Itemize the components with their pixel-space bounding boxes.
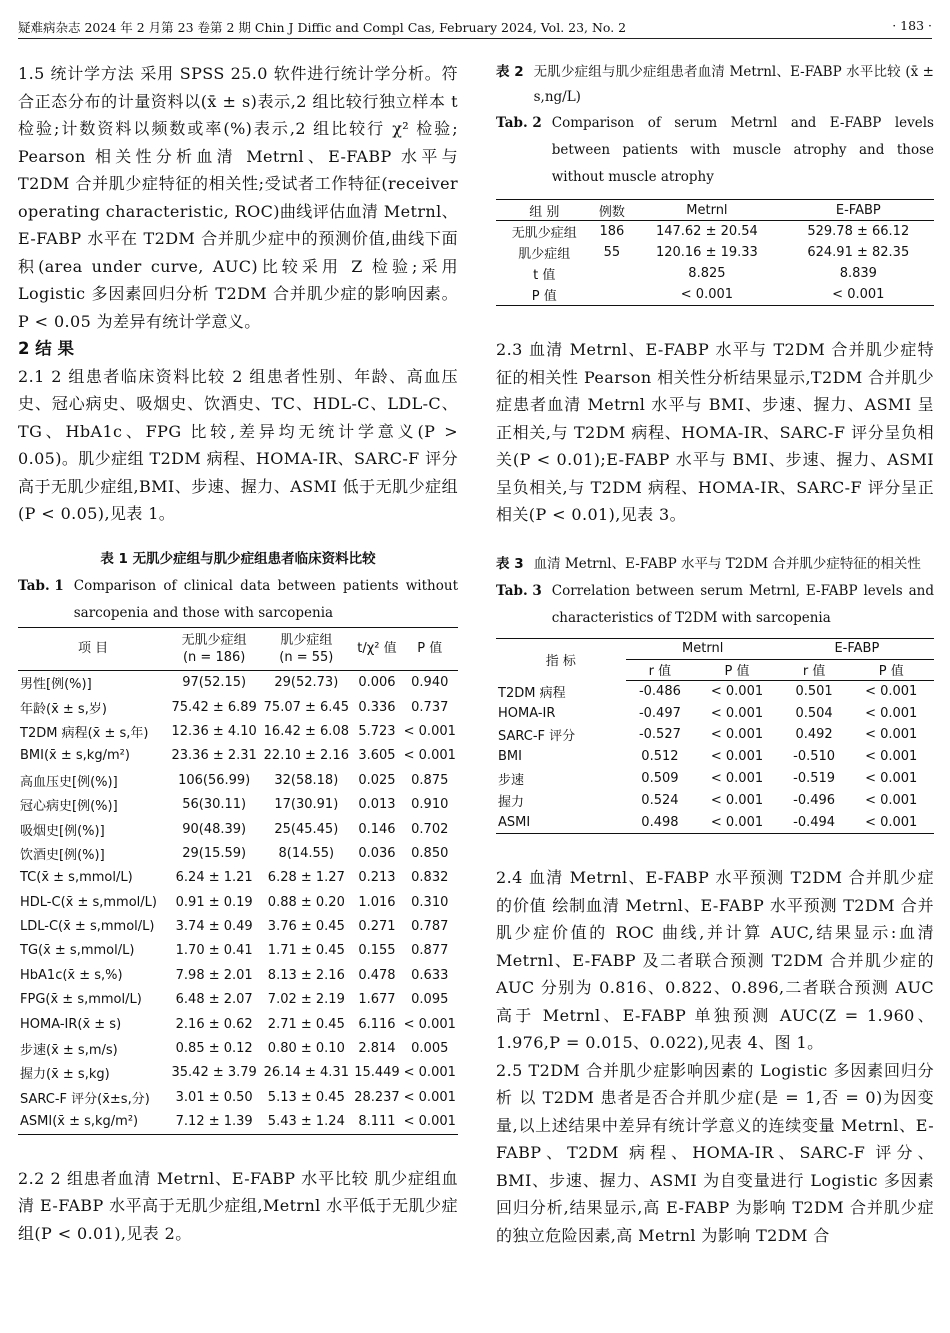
table-cell: 0.512 <box>641 749 679 765</box>
table-cell: 7.98 ± 2.01 <box>175 967 253 983</box>
running-header <box>18 12 932 39</box>
table-cell: 5.13 ± 0.45 <box>267 1089 345 1105</box>
table-cell: t 值 <box>533 268 556 283</box>
table-row <box>18 866 458 890</box>
table-cell: HbA1c(x̄ ± s,%) <box>20 967 123 983</box>
table-cell: -0.496 <box>793 792 836 808</box>
table-cell: SARC-F 评分 <box>498 729 576 745</box>
table1-caption-en: Tab. 1 Comparison of clinical data between patients without sarcopenia and those with sarcopenia <box>18 577 458 621</box>
table-cell: < 0.001 <box>865 683 918 699</box>
table-cell: < 0.001 <box>710 683 764 699</box>
table-cell: TG(x̄ ± s,mmol/L) <box>20 943 135 959</box>
table-cell: 8.825 <box>688 266 726 281</box>
table-cell: 90(48.39) <box>182 821 247 837</box>
table-cell: < 0.001 <box>710 792 764 808</box>
table-cell: 5.723 <box>358 723 396 739</box>
table-cell: 0.036 <box>358 845 396 861</box>
table-cell: 35.42 ± 3.79 <box>171 1065 257 1081</box>
table-cell: -0.494 <box>780 811 849 833</box>
table-cell: 0.633 <box>411 967 449 983</box>
table-cell: 2.814 <box>358 1041 396 1057</box>
table-cell: 12.36 ± 4.10 <box>171 723 257 739</box>
table-cell: 0.524 <box>641 792 679 808</box>
table-row <box>496 680 934 702</box>
table-cell: < 0.001 <box>631 284 782 306</box>
section-2-heading: 2 结 果 <box>18 339 74 358</box>
table-cell: 握力(x̄ ± s,kg) <box>20 1067 110 1083</box>
table-row <box>18 768 458 792</box>
table-cell: 高血压史[例(%)] <box>20 774 118 790</box>
table-cell: 0.336 <box>358 699 396 715</box>
table-cell: P 值 <box>496 284 593 306</box>
table-cell: 23.36 ± 2.31 <box>171 748 257 764</box>
table-cell: 0.910 <box>411 797 449 813</box>
table-cell: 0.832 <box>411 870 449 886</box>
table-row <box>496 746 934 768</box>
left-column <box>18 60 458 1247</box>
table-cell: < 0.001 <box>865 727 918 743</box>
table-row <box>18 719 458 743</box>
table-cell: 0.737 <box>411 699 449 715</box>
table-cell: 0.025 <box>358 772 396 788</box>
table-cell: 0.005 <box>411 1041 449 1057</box>
table-cell: 男性[例(%)] <box>20 677 92 693</box>
table-row <box>18 939 458 963</box>
table-cell: < 0.001 <box>694 811 780 833</box>
section-2-1-text: 2.1 2 组患者临床资料比较 2 组患者性别、年龄、高血压史、冠心病史、吸烟史、饮酒史、TC、HDL-C、LDL-C、TG、HbA1c、FPG 比较,差异均无统计学意义(P > 0.05)。肌少症组 T2DM 病程、HOMA-IR、SARC-F 评分高于无肌少症组,BMI、步速、握力、ASMI 低于无肌少症组(P < 0.05),见表 1。 <box>18 366 458 523</box>
table-row <box>18 1012 458 1036</box>
right-column <box>496 60 934 1249</box>
table-cell: ASMI(x̄ ± s,kg/m²) <box>18 1110 168 1135</box>
table-cell: 3.605 <box>358 748 396 764</box>
table-cell: 97(52.15) <box>182 675 247 691</box>
table-cell <box>593 263 632 284</box>
table-row <box>18 963 458 987</box>
table-cell: -0.486 <box>638 683 681 699</box>
table-cell: -0.497 <box>638 705 681 721</box>
table-cell: 28.237 <box>354 1089 400 1105</box>
table-row <box>496 811 934 833</box>
table-cell: 6.28 ± 1.27 <box>267 870 345 886</box>
table-cell: 0.509 <box>641 771 679 787</box>
table-cell: -0.527 <box>638 727 681 743</box>
table3-caption-zh: 表 3 血清 Metrnl、E-FABP 水平与 T2DM 合并肌少症特征的相关性 <box>496 555 921 572</box>
table-cell: 肌少症组 <box>518 247 571 262</box>
table-cell: 16.42 ± 6.08 <box>263 723 349 739</box>
table-cell: 147.62 ± 20.54 <box>655 224 758 239</box>
table-cell: 0.155 <box>358 943 396 959</box>
table-cell: < 0.001 <box>710 771 764 787</box>
table-cell: 0.85 ± 0.12 <box>175 1041 253 1057</box>
table-cell: 6.116 <box>358 1016 396 1032</box>
table-cell: -0.510 <box>793 749 836 765</box>
table-cell: < 0.001 <box>403 723 456 739</box>
table-cell: TC(x̄ ± s,mmol/L) <box>20 870 133 886</box>
table-row <box>18 890 458 914</box>
table-cell: 0.501 <box>795 683 833 699</box>
table-cell: 0.80 ± 0.10 <box>267 1041 345 1057</box>
table-cell: < 0.001 <box>865 792 918 808</box>
table-row <box>18 841 458 865</box>
table-cell: 29(52.73) <box>274 675 339 691</box>
table-row <box>496 768 934 790</box>
table-cell: 0.478 <box>358 967 396 983</box>
table-cell: LDL-C(x̄ ± s,mmol/L) <box>20 919 155 935</box>
table-cell: 32(58.18) <box>274 772 339 788</box>
table3: 指 标 Metrnl E-FABP r 值 P 值 r 值 P 值 T2DM 病程 -0.486 < 0.001 0.501 < 0.001 HOMA-IR -0.497 < 0.001 0.504 < 0.001 SARC-F 评分 -0.527 < 0.001 0.492 < 0.001 BMI 0.512 < 0.001 -0.510 < 0.001 步速 0.509 < 0.001 -0.519 < 0.001 握力 0.524 < 0.001 -0.496 < 0.001 ASMI 0.498 < 0.001 -0.494 < 0.001 <box>496 638 934 835</box>
table-cell: 186 <box>599 224 625 239</box>
table-cell: 2.71 ± 0.45 <box>267 1016 345 1032</box>
table-cell: 饮酒史[例(%)] <box>20 847 105 863</box>
table-cell: 0.940 <box>411 675 449 691</box>
table-row <box>496 789 934 811</box>
table-row <box>496 724 934 746</box>
table3-caption-en: Tab. 3 Correlation between serum Metrnl, E-FABP levels and characteristics of T2DM with sarcopenia <box>496 582 934 626</box>
table-cell: BMI(x̄ ± s,kg/m²) <box>20 748 130 764</box>
table-cell: 26.14 ± 4.31 <box>263 1065 349 1081</box>
table-row <box>18 988 458 1012</box>
section-2-4-text: 2.4 血清 Metrnl、E-FABP 水平预测 T2DM 合并肌少症的价值 绘制血清 Metrnl、E-FABP 水平预测 T2DM 合并肌少症价值的 ROC 曲线,并计算 AUC,结果显示:血清 Metrnl、E-FABP 及二者联合预测 T2DM 合并肌少症的 AUC 分别为 0.816、0.822、0.896,二者联合预测 AUC 高于 Metrnl、E-FABP 单独预测 AUC(Z = 1.960、1.976,P = 0.015、0.022),见表 4、图 1。 <box>496 868 934 1053</box>
table-cell: 0.095 <box>411 992 449 1008</box>
table-row <box>496 702 934 724</box>
table-cell: < 0.001 <box>848 811 934 833</box>
table-cell: 3.76 ± 0.45 <box>267 919 345 935</box>
table-cell: 75.07 ± 6.45 <box>263 699 349 715</box>
table-cell: 1.016 <box>358 894 396 910</box>
table-row <box>496 263 934 284</box>
table-cell: 0.498 <box>626 811 695 833</box>
table-cell: 0.91 ± 0.19 <box>175 894 253 910</box>
table-cell: < 0.001 <box>783 284 934 306</box>
table-cell: 8.839 <box>839 266 877 281</box>
table-row <box>496 242 934 263</box>
table-cell: 0.006 <box>358 675 396 691</box>
table-cell: 0.504 <box>795 705 833 721</box>
table-cell: 1.71 ± 0.45 <box>267 943 345 959</box>
table-cell: 55 <box>603 245 621 260</box>
section-2-3-text: 2.3 血清 Metrnl、E-FABP 水平与 T2DM 合并肌少症特征的相关性 Pearson 相关性分析结果显示,T2DM 合并肌少症患者血清 Metrnl 水平与 BMI、步速、握力、ASMI 呈正相关,与 T2DM 病程、HOMA-IR、SARC-F 评分呈负相关(P < 0.01);E-FABP 水平与 BMI、步速、握力、ASMI 呈负相关,与 T2DM 病程、HOMA-IR、SARC-F 评分呈正相关(P < 0.01),见表 3。 <box>496 340 934 524</box>
section-2-2-text: 2.2 2 组患者血清 Metrnl、E-FABP 水平比较 肌少症组血清 E-FABP 水平高于无肌少症组,Metrnl 水平低于无肌少症组(P < 0.01),见表 2。 <box>18 1168 458 1243</box>
table-cell: 0.702 <box>411 821 449 837</box>
table-row <box>18 744 458 768</box>
table-cell: HOMA-IR(x̄ ± s) <box>20 1016 122 1032</box>
table-cell: < 0.001 <box>865 771 918 787</box>
table-cell: 0.875 <box>411 772 449 788</box>
table-cell: 0.877 <box>411 943 449 959</box>
table-cell: 年龄(x̄ ± s,岁) <box>20 701 107 717</box>
table-row <box>18 670 458 695</box>
table-cell: 120.16 ± 19.33 <box>655 245 758 260</box>
table-cell: 0.013 <box>358 797 396 813</box>
table-row <box>18 914 458 938</box>
table-cell: < 0.001 <box>865 705 918 721</box>
table-cell: 15.449 <box>354 1065 400 1081</box>
table-cell: 1.70 ± 0.41 <box>175 943 253 959</box>
table-cell: 步速(x̄ ± s,m/s) <box>20 1043 118 1059</box>
table-cell: 5.43 ± 1.24 <box>260 1110 352 1135</box>
table-cell: 步速 <box>498 773 525 789</box>
table-cell: T2DM 病程 <box>498 685 566 701</box>
table1: 项 目 无肌少症组 (n = 186) 肌少症组 (n = 55) t/χ² 值 P 值 男性[例(%)] 97(52.15) 29(52.73) 0.006 0.940 年龄(x̄ ± s,岁) 75.42 ± 6.89 75.07 ± 6.45 0.336 0.737 T2DM 病程(x̄ ± s,年) 12.36 ± 4.10 16.42 ± 6.08 5.723 < 0.001 BMI(x̄ ± s,kg/m²) 23.36 ± 2.31 22.10 ± 2.16 3.605 < 0.001 高血压史[例(%)] 106(56.99) 32(58.18) 0.025 0.875 冠心病史[例(%)] 56(30.11) 17(30.91) 0.013 0.910 吸烟史[例(%)] 90(48.39) 25(45.45) 0.146 0.702 饮酒史[例(%)] 29(15.59) 8(14.55) 0.036 0.850 TC(x̄ ± s,mmol/L) 6.24 ± 1.21 6.28 ± 1.27 0.213 0.832 HDL-C(x̄ ± s,mmol/L) 0.91 ± 0.19 0.88 ± 0.20 1.016 0.310 LDL-C(x̄ ± s,mmol/L) 3.74 ± 0.49 3.76 ± 0.45 0.271 0.787 TG(x̄ ± s,mmol/L) 1.70 ± 0.41 1.71 ± 0.45 0.155 0.877 HbA1c(x̄ ± s,%) 7.98 ± 2.01 8.13 ± 2.16 0.478 0.633 FPG(x̄ ± s,mmol/L) 6.48 ± 2.07 7.02 ± 2.19 1.677 0.095 HOMA-IR(x̄ ± s) 2.16 ± 0.62 2.71 ± 0.45 6.116 < 0.001 步速(x̄ ± s,m/s) 0.85 ± 0.12 0.80 ± 0.10 2.814 0.005 握力(x̄ ± s,kg) 35.42 ± 3.79 26.14 ± 4.31 15.449 < 0.001 SARC-F 评分(x̄±s,分) 3.01 ± 0.50 5.13 ± 0.45 28.237 < 0.001 ASMI(x̄ ± s,kg/m²) 7.12 ± 1.39 5.43 ± 1.24 8.111 < 0.001 <box>18 627 458 1135</box>
table-cell: ASMI <box>496 811 626 833</box>
table-cell: < 0.001 <box>403 1089 456 1105</box>
table-cell: 0.310 <box>411 894 449 910</box>
table-cell <box>593 284 632 306</box>
table-cell: < 0.001 <box>865 749 918 765</box>
table-cell: 1.677 <box>358 992 396 1008</box>
table-cell: 7.12 ± 1.39 <box>168 1110 260 1135</box>
table-cell: < 0.001 <box>403 1065 456 1081</box>
table-cell: 0.213 <box>358 870 396 886</box>
table-cell: -0.519 <box>793 771 836 787</box>
table-cell: 106(56.99) <box>178 772 251 788</box>
table-row <box>18 792 458 816</box>
table-cell: 8(14.55) <box>278 845 335 861</box>
journal-citation: 疑难病杂志 2024 年 2 月第 23 卷第 2 期 Chin J Diffic and Compl Cas, February 2024, Vol. 23, No. 2 <box>18 20 627 35</box>
table-cell: < 0.001 <box>403 748 456 764</box>
table-row <box>18 1061 458 1085</box>
table-cell: 3.74 ± 0.49 <box>175 919 253 935</box>
table-cell: 3.01 ± 0.50 <box>175 1089 253 1105</box>
table-cell: 529.78 ± 66.12 <box>807 224 910 239</box>
table-row <box>496 284 934 306</box>
table-cell: 25(45.45) <box>274 821 339 837</box>
table-cell: 0.271 <box>358 919 396 935</box>
table-cell: 握力 <box>498 794 525 810</box>
table-row <box>18 1110 458 1135</box>
table-cell: 22.10 ± 2.16 <box>263 748 349 764</box>
table-cell: HDL-C(x̄ ± s,mmol/L) <box>20 894 157 910</box>
table-cell: 0.492 <box>795 727 833 743</box>
table-cell: 6.24 ± 1.21 <box>175 870 253 886</box>
table2-caption-zh: 表 2 无肌少症组与肌少症组患者血清 Metrnl、E-FABP 水平比较 (x̄ ± s,ng/L) <box>496 64 934 105</box>
table-cell: 冠心病史[例(%)] <box>20 799 118 815</box>
table-cell: 0.787 <box>411 919 449 935</box>
table-cell: 吸烟史[例(%)] <box>20 823 105 839</box>
table-cell: < 0.001 <box>402 1110 458 1135</box>
table-row <box>18 1036 458 1060</box>
table-row <box>18 1085 458 1109</box>
table-cell: 29(15.59) <box>182 845 247 861</box>
table1-caption-zh: 表 1 无肌少症组与肌少症组患者临床资料比较 <box>100 550 376 567</box>
table-cell: 8.111 <box>352 1110 401 1135</box>
table-row <box>18 695 458 719</box>
table-cell: HOMA-IR <box>498 705 556 721</box>
table-cell: < 0.001 <box>710 705 764 721</box>
table-cell: < 0.001 <box>710 727 764 743</box>
table-cell: T2DM 病程(x̄ ± s,年) <box>20 725 149 741</box>
table-cell: 无肌少症组 <box>511 226 577 241</box>
table2-caption-en: Tab. 2 Comparison of serum Metrnl and E-FABP levels between patients with muscle atrophy and those without muscle atrophy <box>496 115 934 185</box>
table-cell: 7.02 ± 2.19 <box>267 992 345 1008</box>
table-cell: 0.850 <box>411 845 449 861</box>
section-2-5-text: 2.5 T2DM 合并肌少症影响因素的 Logistic 多因素回归分析 以 T2DM 患者是否合并肌少症(是 = 1,否 = 0)为因变量,以上述结果中差异有统计学意义的连续变量 Metrnl、E-FABP、T2DM 病程、HOMA-IR、SARC-F 评分、BMI、步速、握力、ASMI 为自变量进行 Logistic 多因素回归分析,结果显示,高 E-FABP 为影响 T2DM 合并肌少症的独立危险因素,高 Metrnl 为影响 T2DM 合 <box>496 1060 934 1245</box>
table-row <box>18 817 458 841</box>
table-cell: 2.16 ± 0.62 <box>175 1016 253 1032</box>
table-cell: 6.48 ± 2.07 <box>175 992 253 1008</box>
table-cell: < 0.001 <box>403 1016 456 1032</box>
table-cell: 0.88 ± 0.20 <box>267 894 345 910</box>
table-cell: FPG(x̄ ± s,mmol/L) <box>20 992 142 1008</box>
table-cell: 75.42 ± 6.89 <box>171 699 257 715</box>
table-cell: 8.13 ± 2.16 <box>267 967 345 983</box>
table-cell: 56(30.11) <box>182 797 247 813</box>
table-row <box>496 221 934 243</box>
table-cell: < 0.001 <box>710 749 764 765</box>
table-cell: 624.91 ± 82.35 <box>807 245 910 260</box>
page-number: · 183 · <box>892 18 932 33</box>
table-cell: BMI <box>498 749 522 765</box>
table-cell: SARC-F 评分(x̄±s,分) <box>20 1091 150 1107</box>
table-cell: 17(30.91) <box>274 797 339 813</box>
table2: 组 别 例数 Metrnl E-FABP 无肌少症组 186 147.62 ± 20.54 529.78 ± 66.12 肌少症组 55 120.16 ± 19.33 624.91 ± 82.35 t 值 8.825 8.839 P 值 < 0.001 < 0.001 <box>496 199 934 306</box>
section-1-5-text: 1.5 统计学方法 采用 SPSS 25.0 软件进行统计学分析。符合正态分布的计量资料以(x̄ ± s)表示,2 组比较行独立样本 t 检验;计数资料以频数或率(%)表示,2 组比较行 χ² 检验; Pearson 相关性分析血清 Metrnl、E-FABP 水平与 T2DM 合并肌少症特征的相关性;受试者工作特征(receiver operating characteristic, ROC)曲线评估血清 Metrnl、E-FABP 水平在 T2DM 合并肌少症中的预测价值,曲线下面积(area under curve, AUC)比较采用 Z 检验;采用 Logistic 多因素回归分析 T2DM 合并肌少症的影响因素。P < 0.05 为差异有统计学意义。 <box>18 64 458 331</box>
table-cell: 0.146 <box>358 821 396 837</box>
